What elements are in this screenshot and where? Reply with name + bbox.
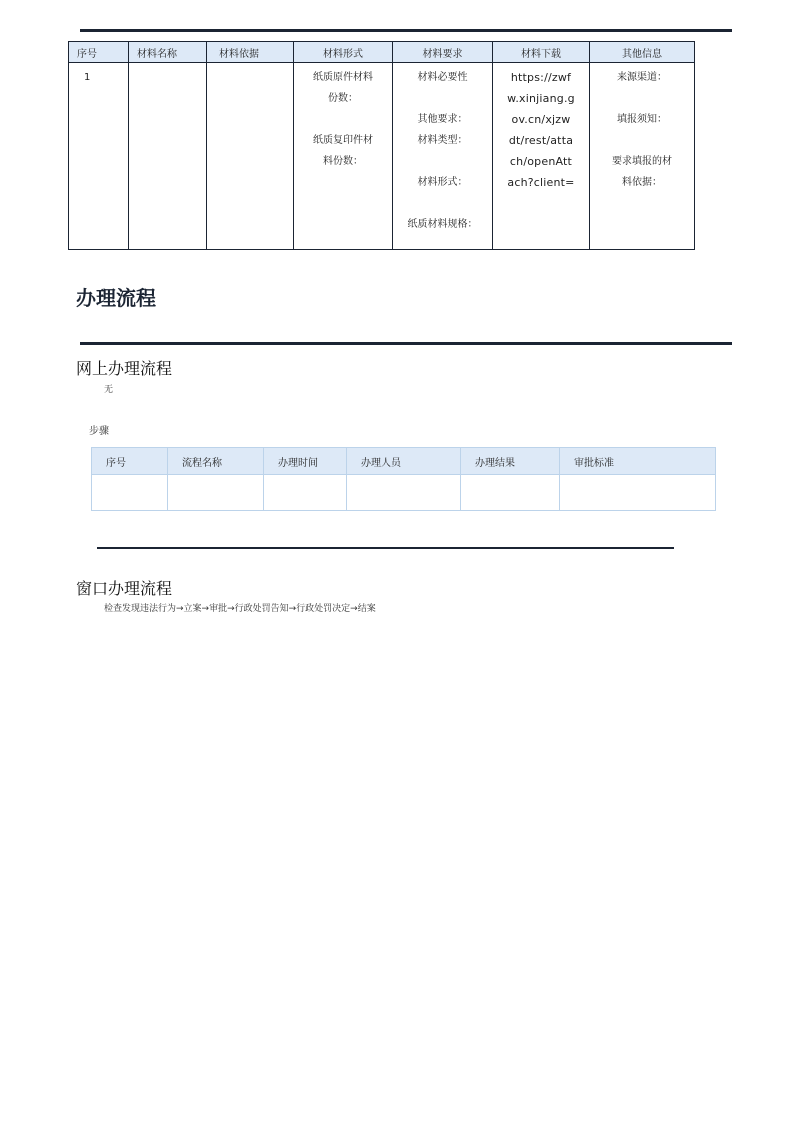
cell-material-requirement bbox=[393, 63, 493, 250]
form-line: 料份数： bbox=[323, 156, 363, 167]
cell-material-form bbox=[294, 63, 393, 250]
requirement-line bbox=[393, 88, 492, 109]
header-index: 序号 bbox=[69, 42, 129, 63]
requirement-line: 其他要求： bbox=[417, 114, 468, 125]
steps-header-name: 流程名称 bbox=[168, 448, 264, 475]
steps-header-result: 办理结果 bbox=[461, 448, 560, 475]
steps-header-index: 序号 bbox=[92, 448, 168, 475]
other-line: 填报须知： bbox=[617, 114, 667, 125]
requirement-line: 纸质材料规格： bbox=[407, 219, 478, 230]
steps-header-row bbox=[92, 448, 716, 475]
steps-header-person: 办理人员 bbox=[347, 448, 461, 475]
header-other-info: 其他信息 bbox=[590, 42, 695, 63]
steps-table bbox=[91, 447, 716, 511]
cell-material-download bbox=[493, 63, 590, 250]
download-line: ach?client= bbox=[507, 176, 575, 189]
steps-cell bbox=[168, 475, 264, 511]
cell-other-info bbox=[590, 63, 695, 250]
download-line: w.xinjiang.g bbox=[507, 92, 575, 105]
steps-cell bbox=[264, 475, 347, 511]
other-line bbox=[590, 88, 694, 109]
steps-cell bbox=[560, 475, 716, 511]
steps-header-standard: 审批标准 bbox=[560, 448, 716, 475]
steps-divider bbox=[97, 547, 674, 549]
steps-cell bbox=[347, 475, 461, 511]
requirement-line: 材料形式： bbox=[417, 177, 468, 188]
row-index: 1 bbox=[84, 72, 91, 83]
online-process-title: 网上办理流程 bbox=[76, 359, 173, 378]
form-line bbox=[294, 109, 392, 130]
steps-label: 步骤 bbox=[89, 426, 109, 437]
header-material-download: 材料下载 bbox=[493, 42, 590, 63]
header-material-form: 材料形式 bbox=[294, 42, 393, 63]
top-divider bbox=[80, 29, 732, 32]
section-divider bbox=[80, 342, 732, 345]
cell-material-name bbox=[129, 63, 207, 250]
requirement-line: 材料类型： bbox=[417, 135, 468, 146]
window-process-value: 检查发现违法行为→立案→审批→行政处罚告知→行政处罚决定→结案 bbox=[104, 604, 376, 614]
other-line: 要求填报的材 bbox=[612, 156, 672, 167]
other-line: 来源渠道： bbox=[617, 72, 667, 83]
materials-table bbox=[68, 41, 695, 250]
download-line: dt/rest/atta bbox=[508, 134, 574, 147]
form-line: 纸质原件材料 bbox=[313, 72, 373, 83]
steps-cell bbox=[461, 475, 560, 511]
download-line: https://zwf bbox=[510, 71, 572, 84]
form-line: 份数： bbox=[328, 93, 358, 104]
table-row bbox=[69, 63, 695, 250]
steps-header-time: 办理时间 bbox=[264, 448, 347, 475]
window-process-title: 窗口办理流程 bbox=[76, 579, 173, 598]
section-title: 办理流程 bbox=[76, 286, 156, 310]
requirement-line bbox=[393, 151, 492, 172]
download-line: ov.cn/xjzw bbox=[511, 113, 571, 126]
requirement-line bbox=[393, 193, 492, 214]
form-line: 纸质复印件材 bbox=[313, 135, 373, 146]
online-process-value: 无 bbox=[104, 385, 114, 395]
requirement-line: 材料必要性 bbox=[417, 72, 468, 83]
header-material-name: 材料名称 bbox=[129, 42, 207, 63]
cell-material-basis bbox=[207, 63, 294, 250]
other-line: 料依据： bbox=[622, 177, 662, 188]
cell-index bbox=[69, 63, 129, 250]
header-material-requirement: 材料要求 bbox=[393, 42, 493, 63]
other-line bbox=[590, 130, 694, 151]
materials-header-row bbox=[69, 42, 695, 63]
steps-cell bbox=[92, 475, 168, 511]
download-line: ch/openAtt bbox=[509, 155, 573, 168]
table-row bbox=[92, 475, 716, 511]
header-material-basis: 材料依据 bbox=[207, 42, 294, 63]
